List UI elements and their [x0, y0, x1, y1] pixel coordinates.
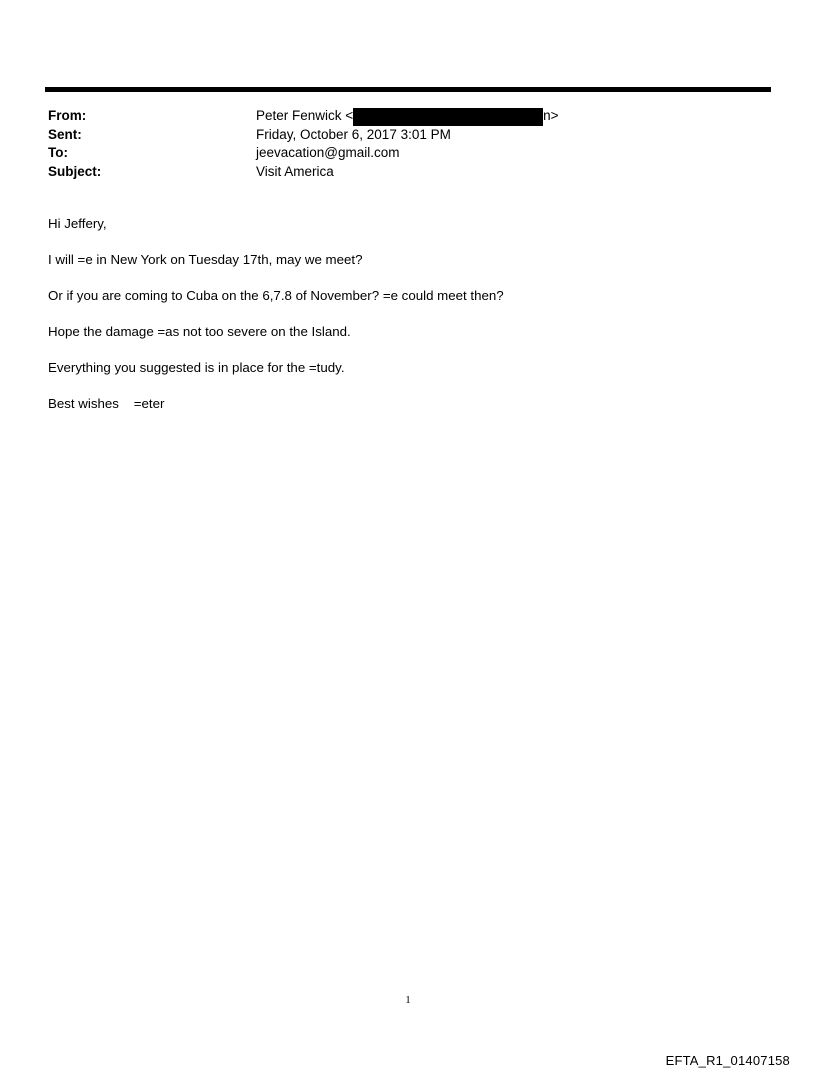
body-greeting: Hi Jeffery, — [48, 216, 107, 231]
top-rule — [45, 87, 771, 92]
body-paragraph: Or if you are coming to Cuba on the 6,7.8 of November? =e could meet then? — [48, 288, 504, 303]
subject-value: Visit America — [256, 163, 334, 179]
to-label: To: — [48, 145, 68, 160]
body-paragraph: Everything you suggested is in place for the =tudy. — [48, 360, 345, 375]
from-label: From: — [48, 108, 87, 123]
from-name: Peter Fenwick < — [256, 108, 354, 123]
body-signoff: Best wishes =eter — [48, 396, 165, 411]
email-body — [48, 215, 768, 431]
sent-row — [48, 126, 768, 145]
to-row — [48, 144, 768, 163]
redaction-box — [353, 108, 543, 126]
body-paragraph: I will =e in New York on Tuesday 17th, may we meet? — [48, 252, 363, 267]
subject-label: Subject: — [48, 163, 102, 179]
to-value: jeevacation@gmail.com — [256, 145, 400, 160]
subject-row — [48, 163, 768, 182]
body-paragraph: Hope the damage =as not too severe on the Island. — [48, 324, 351, 339]
from-value — [256, 107, 559, 126]
email-header — [48, 107, 768, 181]
from-tail: n> — [543, 108, 559, 123]
from-row — [48, 107, 768, 126]
sent-value: Friday, October 6, 2017 3:01 PM — [256, 126, 451, 142]
sent-label: Sent: — [48, 126, 82, 142]
bates-number: EFTA_R1_01407158 — [665, 1053, 790, 1068]
page-number: 1 — [405, 994, 411, 1006]
